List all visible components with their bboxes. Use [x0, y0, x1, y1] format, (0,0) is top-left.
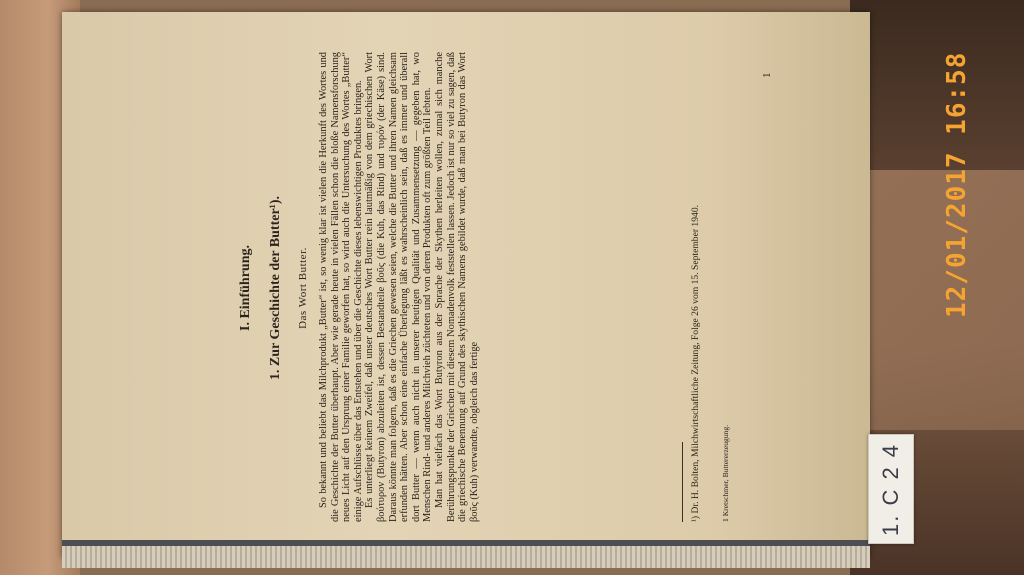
paragraph: Man hat vielfach das Wort Butyron aus der Sprache der Skythen herleiten wollen, zumal sich manche Berührungspunkte der Griechen mit diesem Nomadenvolk feststellen lassen. Jedoch ist nur so viel zu sagen, daß die griechische Benennung auf Grund des skythischen Namens gebildet wurde, daß man bei Butyron das Wort βοῦς (Kuh) verwandte, obgleich das fertige: [433, 52, 480, 522]
paragraph: So bekannt und beliebt das Milchprodukt „Butter“ ist, so wenig klar ist vielen die Herkunft des Wortes und die Geschichte der Butter überhaupt. Aber wie gerade heute in vielen Fällen schon die bloße Namensforschung neues Licht auf den Ursprung einer Familie geworfen hat, so wird auch die Untersuchung des Wortes „Butter“ einige Aufschlüsse über das Entstehen und über die Geschichte dieses lebenswichtigen Produktes bringen.: [318, 52, 364, 522]
paragraph: Es unterliegt keinem Zweifel, daß unser deutsches Wort Butter rein lautmäßig von dem griechischen Wort βούτυρον (Butyron) abzuleiten ist, dessen Bestandteile βοῦς (die Kuh, das Rind) und τυρόν (der Käse) sind. Daraus könnte man folgern, daß es die Griechen gewesen seien, welche die Butter und ihren Namen gleichsam erfunden hätten. Aber schon eine einfache Überlegung läßt es wahrscheinlich sein, daß es immer und überall dort Butter — wenn auch nicht in unserer heutigen Qualität und Zusammensetzung — gegeben hat, wo Menschen Rind- und anderes Milchvieh züchteten und von deren Produkten oft zum größten Teil lebten.: [364, 52, 434, 522]
footnote-small: 1 Kretschmer, Buttererzeugung.: [721, 424, 730, 522]
subsection-title: Das Wort Butter.: [297, 247, 309, 329]
footnote: ¹) Dr. H. Bolten, Milchwirtschaftliche Zeitung, Folge 26 vom 15. September 1940.: [690, 204, 701, 522]
footnote-rule: [682, 442, 683, 522]
camera-timestamp: 12/01/2017 16:58: [942, 51, 972, 318]
page-number: 1: [761, 72, 773, 78]
page-edge: [62, 546, 870, 568]
inventory-tag-label: 1. C 2 4: [878, 442, 903, 536]
table-highlight: [850, 170, 1024, 430]
body-text: [318, 52, 480, 522]
section-title: 1. Zur Geschichte der Butter¹).: [268, 195, 283, 381]
page-text-frame: [72, 28, 792, 548]
chapter-title: I. Einführung.: [238, 245, 253, 331]
